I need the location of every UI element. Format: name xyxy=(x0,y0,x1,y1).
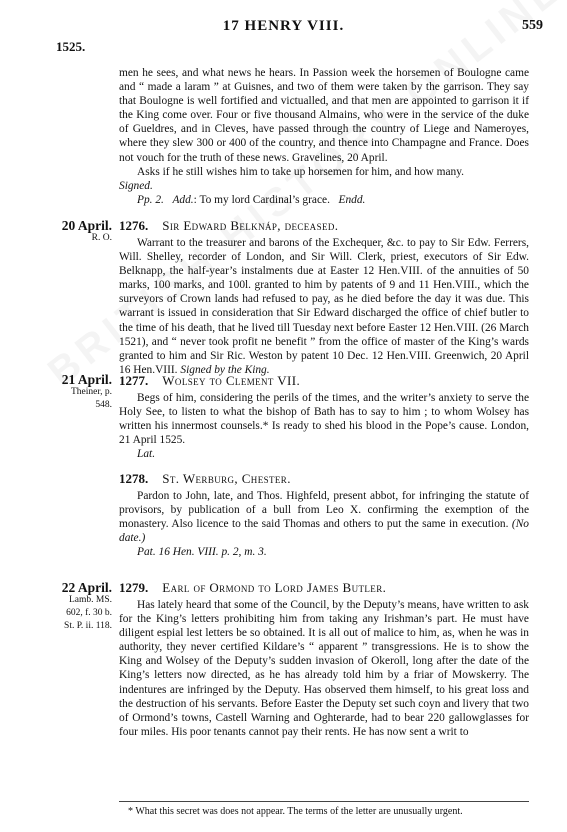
entry-date: 22 April. xyxy=(61,580,112,595)
entry-source: Theiner, p. 548. xyxy=(70,387,112,410)
entry-meta: Pat. 16 Hen. VIII. p. 2, m. 3. xyxy=(137,546,267,559)
entry-heading-1276 xyxy=(119,218,539,234)
entry-title: Earl of Ormond to Lord James Butler. xyxy=(162,580,387,595)
signed-note: Signed. xyxy=(119,179,153,192)
entry-meta: Lat. xyxy=(137,448,156,461)
entry-number: 1279. xyxy=(119,580,149,595)
year-marker: 1525. xyxy=(56,39,86,54)
entry-number: 1278. xyxy=(119,471,149,486)
entry-heading-1278 xyxy=(119,471,539,487)
continuation-paragraph: men he sees, and what news he hears. In Passion week the horsemen of Boulogne came and “ made a laram ” at Guisnes, and two of them were taken by the garrison. They say that Boulogne is well fortified and victualled, and that men are appointed to garrison it if the King come over. Four or five thousand Almains, who were in the service of the duke of Gueldres, and in Cleves, have passed through the country of Liege and Nameroyes, where they slew 300 or 400 of the country, and thence into Champagne and France. Does not vouch for the truth of these news. Gravelines, 20 April. xyxy=(119,67,529,164)
entry-heading-1277 xyxy=(119,373,539,389)
margin-note-1277 xyxy=(52,373,112,412)
endorsement-line: Pp. 2. Add.: To my lord Cardinal’s grace. Endd. xyxy=(137,193,366,206)
entry-source: 602, f. 30 b. xyxy=(66,608,112,618)
entry-body-1277: Begs of him, considering the perils of the times, and the writer’s anxiety to serve the Holy See, to listen to what the bishop of Bath has to say to him ; to whom Wolsey has written his innermost counsels.* Is ready to shed his blood in the Pope’s cause. London, 21 April 1525. Lat. xyxy=(119,392,529,461)
entry-body-1276: Warrant to the treasurer and barons of the Exchequer, &c. to pay to Sir Edw. Ferrers, Will. Shelley, recorder of London, and Sir Will. Clerk, priest, executors of Sir Edw. Belknapp, the half-year’s instalments due at Easter 12 Hen.VIII. of the annuities of 50 marks, 100 marks, and 100l. granted to him by patents of 9 and 11 Hen.VIII., which the surveyors of Crown lands had refused to pay, as he died before the day it was due. This warrant is issued in consideration that Sir Edward discharged the office of chief butler to the time of his death, that he lived till Tuesday next before Easter 12 Hen.VIII. (26 March 1521), and “ never took profit ne benefit ” from the office of master of the King’s wards granted to him and Sir Ric. Weston by patent 10 Dec. 12 Hen.VIII. Greenwich, 20 April 16 Hen.VIII. Signed by the King. xyxy=(119,237,529,376)
continuation-paragraph-2: Asks if he still wishes him to take up horsemen for him, and how many. Signed. xyxy=(119,165,465,192)
running-head-title: 17 HENRY VIII. xyxy=(222,18,345,34)
running-head xyxy=(0,18,567,38)
entry-number: 1277. xyxy=(119,373,149,388)
entry-body-1278: Pardon to John, late, and Thos. Highfeld, present abbot, for infringing the statute of provisors, by publication of a bull from Leo X. confirming the exemption of the monastery. Also licence to the said Thomas and others to put the same in execution. (No date.) Pat. 16 Hen. VIII. p. 2, m. 3. xyxy=(119,490,529,559)
footnote: * What this secret was does not appear. The terms of the letter are unusually urgent. xyxy=(128,806,463,817)
entry-title: Sir Edward Belknáp, deceased. xyxy=(162,218,339,233)
entry-date: 20 April. xyxy=(61,218,112,233)
entry-title: Wolsey to Clement VII. xyxy=(162,373,301,388)
entry-source: St. P. ii. 118. xyxy=(64,621,112,631)
margin-note-1279 xyxy=(52,581,112,633)
entry-date: 21 April. xyxy=(61,372,112,387)
continuation-text xyxy=(119,66,529,207)
page-number: 559 xyxy=(522,18,543,33)
entry-heading-1279 xyxy=(119,580,539,596)
footnote-rule xyxy=(119,801,529,802)
entry-title: St. Werburg, Chester. xyxy=(162,471,291,486)
margin-note-1276 xyxy=(52,219,112,245)
entry-source: R. O. xyxy=(91,233,112,243)
entry-body-1279: Has lately heard that some of the Council, by the Deputy’s means, have written to ask for the King’s letters prohibiting him from taking any Irishman’s part. He must have diligent espial lest letters be so obtained. It is all out of malice to him, as, when he was in authority, they never certified Kildare’s “ apparent ” transgressions. He is to show the King and Wolsey of the Deputy’s sudden invasion of Okeroll, long after the date of the King’s letters now directed, as he has already told him by a friar of Mowskerry. The indentures are infringed by the Deputy. Has observed them himself, to his great loss and the destruction of his servants. Before Easter the Deputy set such coyn and livery that two of Ormond’s towns, Castell Warning and Oghterarde, had to bear 220 gallowglasses for four miles. His poor tenants cannot pay their rents. He has now sent a writ to xyxy=(119,599,529,738)
entry-number: 1276. xyxy=(119,218,149,233)
entry-source: Lamb. MS. xyxy=(68,595,112,605)
